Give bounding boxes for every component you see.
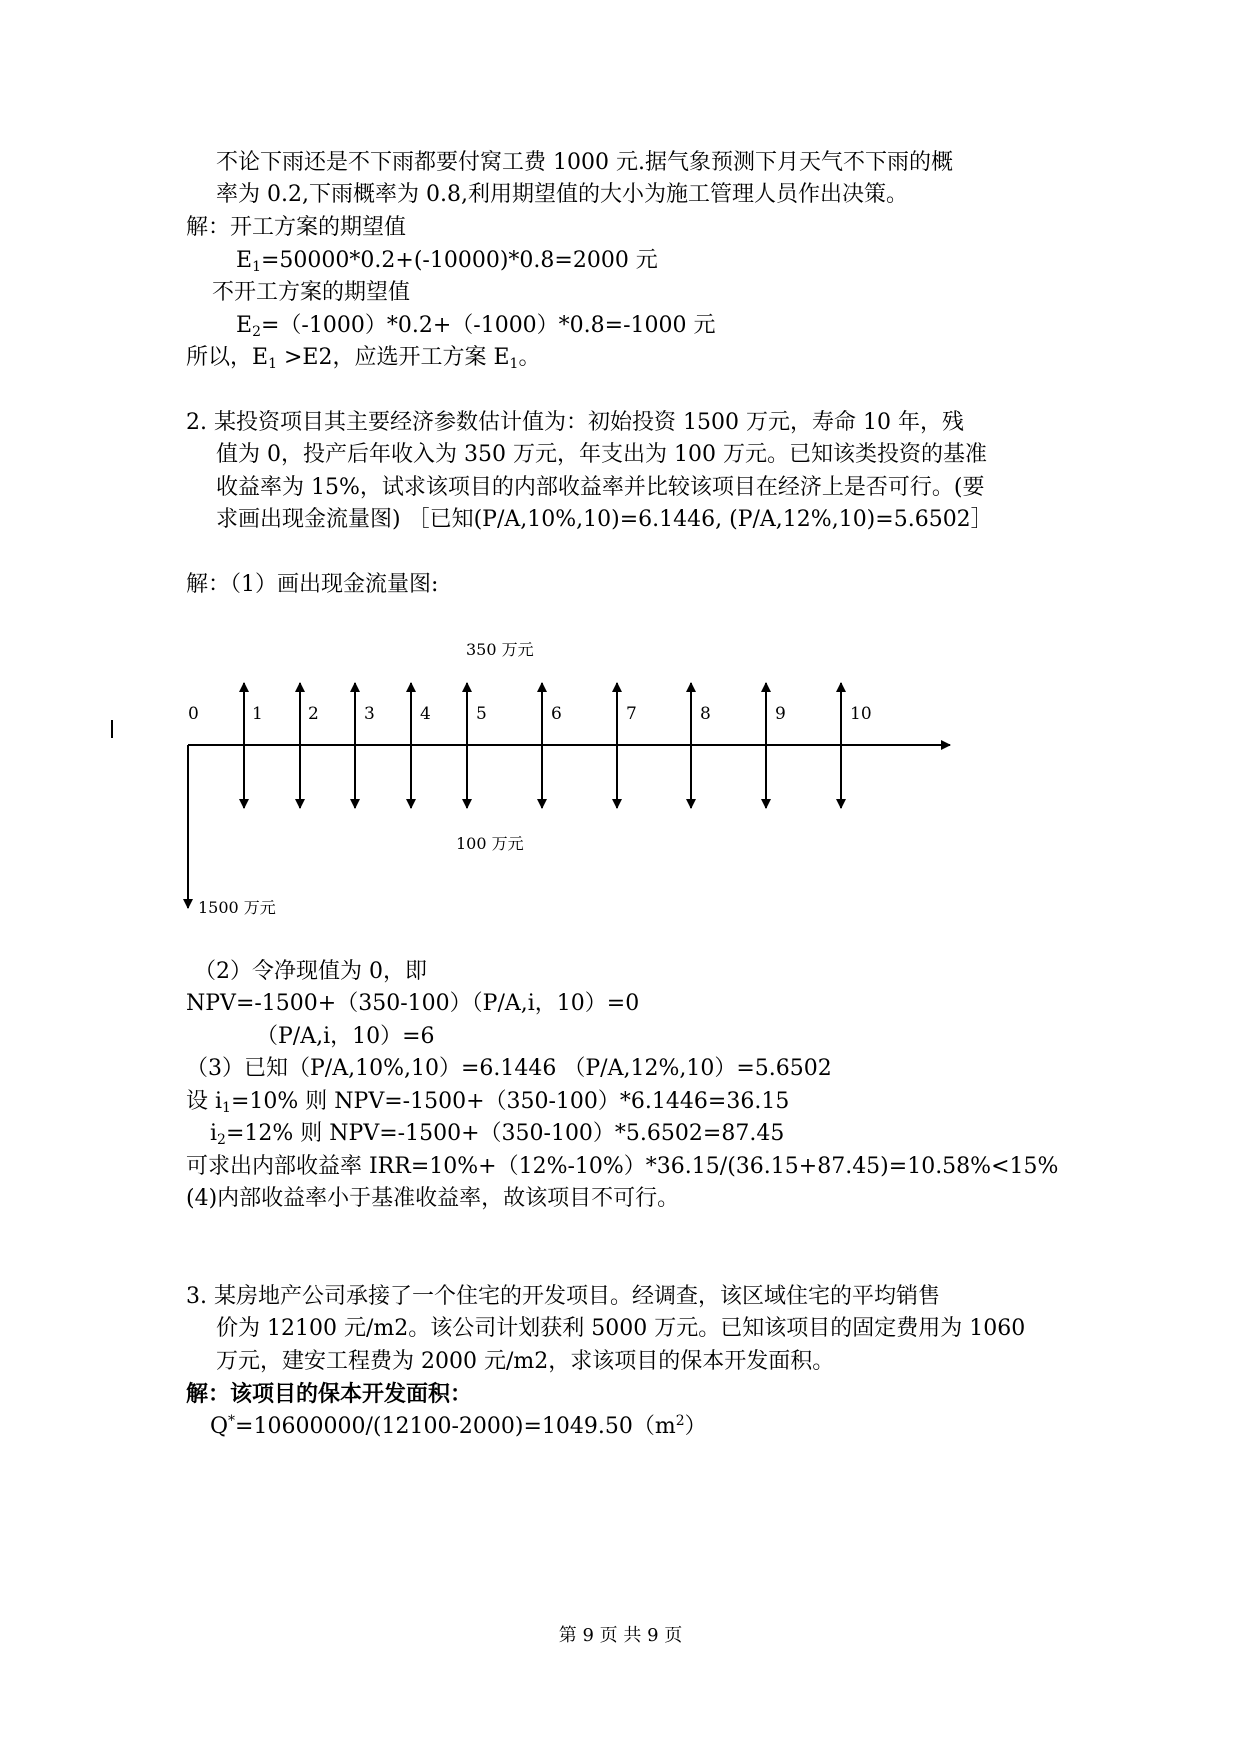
page-footer: 第 9 页 共 9 页 bbox=[558, 1625, 683, 1646]
problem-3-solution-heading: 解：该项目的保本开发面积： bbox=[186, 1381, 473, 1407]
tick-label: 8 bbox=[700, 704, 711, 724]
tick-label: 2 bbox=[308, 704, 319, 724]
conclusion-line: 所以，$E_1 >E2$，应选开工方案 $E_1$。 bbox=[186, 345, 541, 372]
solution-step-1: 解：（1）画出现金流量图: bbox=[186, 572, 439, 597]
tick-label: 5 bbox=[476, 704, 487, 724]
investment-label: 1500 万元 bbox=[198, 898, 276, 917]
text-line: 率为 0.2,下雨概率为 0.8,利用期望值的大小为施工管理人员作出决策。 bbox=[216, 182, 908, 207]
problem-3-text: 万元，建安工程费为 2000 元/m2，求该项目的保本开发面积。 bbox=[216, 1349, 835, 1374]
text-line: 解：开工方案的期望值 bbox=[186, 215, 407, 240]
formula-i2: $i_2=12\%$ 则 NPV=-1500+（350-100）*5.6502=87.45 bbox=[210, 1121, 785, 1148]
solution-step-4: (4)内部收益率小于基准收益率，故该项目不可行。 bbox=[186, 1186, 680, 1211]
tick-label: 1 bbox=[252, 704, 263, 724]
formula-pa: （P/A,i，10）=6 bbox=[256, 1024, 435, 1049]
tick-label: 6 bbox=[551, 704, 562, 724]
problem-2-text: 2. 某投资项目其主要经济参数估计值为：初始投资 1500 万元，寿命 10 年，残 bbox=[186, 410, 964, 435]
margin-mark bbox=[111, 720, 113, 738]
formula-i1: 设 $i_1=10\%$ 则 NPV=-1500+（350-100）*6.1446=36.15 bbox=[186, 1089, 790, 1116]
tick-label: 9 bbox=[775, 704, 786, 724]
problem-2-text: 值为 0，投产后年收入为 350 万元，年支出为 100 万元。已知该类投资的基准 bbox=[216, 442, 987, 467]
formula-q: $Q^*=10600000/(12100-2000)=1049.50(m^2)$ bbox=[210, 1413, 707, 1439]
income-label: 350 万元 bbox=[466, 640, 534, 659]
formula-e2: $E_2=(-1000)*0.2+(-1000)*0.8=-1000$ 元 bbox=[236, 313, 716, 340]
expense-label: 100 万元 bbox=[456, 834, 524, 853]
tick-label: 10 bbox=[850, 704, 872, 724]
problem-2-text: 求画出现金流量图) ［已知(P/A,10%,10)=6.1446, (P/A,12%,10)=5.6502］ bbox=[216, 507, 993, 532]
tick-label: 0 bbox=[188, 704, 199, 724]
formula-npv: NPV=-1500+（350-100）（P/A,i，10）=0 bbox=[186, 991, 640, 1016]
problem-3-text: 3. 某房地产公司承接了一个住宅的开发项目。经调查，该区域住宅的平均销售 bbox=[186, 1284, 940, 1309]
solution-step-3: （3）已知（P/A,10%,10）=6.1446 （P/A,12%,10）=5.6502 bbox=[186, 1056, 832, 1081]
tick-label: 4 bbox=[420, 704, 431, 724]
tick-label: 7 bbox=[626, 704, 637, 724]
problem-3-text: 价为 12100 元/m2。该公司计划获利 5000 万元。已知该项目的固定费用为 1060 bbox=[216, 1316, 1026, 1341]
text-line: 不开工方案的期望值 bbox=[212, 280, 411, 305]
problem-2-text: 收益率为 15%，试求该项目的内部收益率并比较该项目在经济上是否可行。(要 bbox=[216, 475, 985, 500]
solution-step-2: （2）令净现值为 0，即 bbox=[194, 959, 427, 984]
tick-label: 3 bbox=[364, 704, 375, 724]
text-line: 不论下雨还是不下雨都要付窝工费 1000 元.据气象预测下月天气不下雨的概 bbox=[216, 150, 953, 175]
formula-e1: $E_1=50000*0.2+(-10000)*0.8=2000$ 元 bbox=[236, 248, 658, 275]
formula-irr: 可求出内部收益率 IRR=10%+（12%-10%）*36.15/(36.15+87.45)=10.58%<15% bbox=[186, 1154, 1059, 1179]
